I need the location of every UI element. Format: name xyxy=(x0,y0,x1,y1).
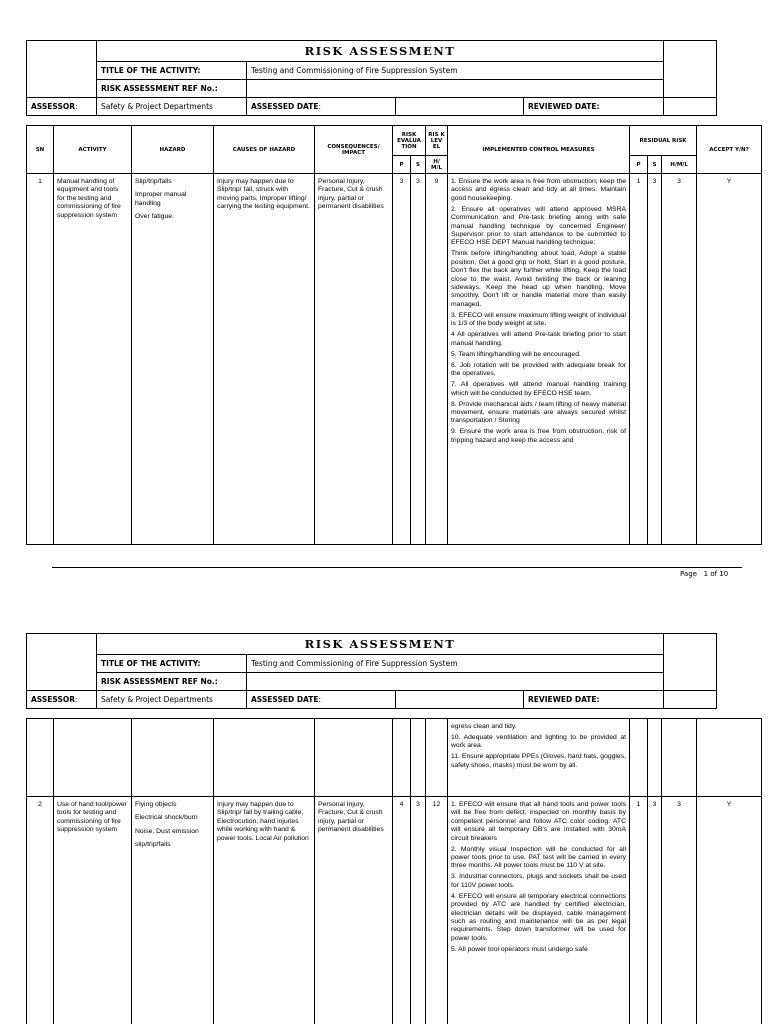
page1-risk-table xyxy=(26,125,762,545)
col-residual-hml: H/M/L xyxy=(662,156,697,174)
reviewed-date-label: REVIEWED DATE: xyxy=(524,691,664,709)
hazard-item: Improper manual handling xyxy=(135,191,187,207)
ref-label: RISK ASSESSMENT REF No.: xyxy=(97,673,247,691)
assessor-label-cell: ASSESSOR: xyxy=(27,98,97,116)
row1-controls xyxy=(448,174,630,545)
row2-accept: Y xyxy=(697,797,762,1024)
col-residual-risk: RESIDUAL RISK xyxy=(630,126,697,156)
control-item: 6. Job rotation will be provided with adequate break for the operatives. xyxy=(451,361,627,378)
cont-residual-s xyxy=(648,719,662,797)
header-blank-right xyxy=(664,634,717,691)
row2-activity: Use of hand tool/power tools for testing and commissioning of fire suppression system xyxy=(54,797,132,1024)
control-item: 2. Ensure all operatives will attend approved MSRA Communication and Pre-task briefing along with safe manual handling technique by concerned Engineer/ Supervisor prior to start attendance to be submitted to EFECO HSE DEPT Manual handling technique: xyxy=(451,205,627,247)
row2-s: 3 xyxy=(411,797,426,1024)
row2-sn: 2 xyxy=(27,797,54,1024)
reviewed-date-value xyxy=(664,691,717,709)
col-sn: SN xyxy=(27,126,54,174)
control-item: 5. All power tool operators must undergo safe xyxy=(451,945,588,953)
row1-risk-level: 9 xyxy=(426,174,448,545)
control-item: 1. Ensure the work area is free from obstruction; keep the access and egress clean and tidy at all times. Maintain good housekeeping. xyxy=(451,178,627,202)
page2-header-table xyxy=(26,633,717,709)
activity-value: Testing and Commissioning of Fire Suppression System xyxy=(247,62,664,80)
control-item: 9. Ensure the work area is free from obstruction, risk of tripping hazard and keep the access and xyxy=(451,428,627,444)
control-item: 1. EFECO will ensure that all hand tools and power tools will be free from defect, inspected on monthly basis by competent personnel and follow ATC color coding. ATC will ensure all temporary DB's are installed with 30mA circuit breakers xyxy=(451,801,626,842)
control-item: 8. Provide mechanical aids / team lifting of heavy material movement, ensure materials are always secured whilst transportation / Storing xyxy=(451,400,627,425)
assessed-date-label-cell: ASSESSED DATE: xyxy=(247,98,396,116)
row1-p: 3 xyxy=(393,174,411,545)
control-item: 4. EFECO will ensure all temporary electrical connections provided by ATC are handled by certified electrician, electrician details will be displayed, cable management such as routing and maintenance will be as per legal requirements. Step down transformer will be used for power tools. xyxy=(451,892,626,942)
ref-label: RISK ASSESSMENT REF No.: xyxy=(97,80,247,98)
col-risk-evaluation: RISK EVALUA TION xyxy=(393,126,426,156)
cont-residual-p xyxy=(630,719,648,797)
control-item: 3. Industrial connectors, plugs and sockets shall be used for 110V power tools. xyxy=(451,873,626,889)
col-consequences: CONSEQUENCES/ IMPACT xyxy=(315,126,393,174)
cont-level xyxy=(426,719,448,797)
cont-residual-hml xyxy=(662,719,697,797)
assessor-value: Safety & Project Departments xyxy=(97,691,247,709)
cont-activity xyxy=(54,719,132,797)
page-number: Page 1 of 10 xyxy=(680,570,729,578)
reviewed-date-value xyxy=(664,98,717,116)
page1-header-table xyxy=(26,40,717,116)
col-controls: IMPLEMENTED CONTROL MEASURES xyxy=(448,126,630,174)
page-title: RISK ASSESSMENT xyxy=(97,634,664,655)
row2-controls xyxy=(448,797,630,1024)
row2-consequences: Personal Injury, Fracture, Cut & crush injury, partial or permanent disabilities xyxy=(315,797,393,1024)
header-blank-right xyxy=(664,41,717,98)
control-item: 2. Monthly visual Inspection will be conducted for all power tools prior to use. PAT test will be carried in every three months. All power tools must be 110 V at site. xyxy=(451,845,626,870)
assessed-date-label-cell: ASSESSED DATE: xyxy=(247,691,396,709)
control-item: Think before lifting/handling about load, Adopt a stable position, Get a good grip or hold, Start in a good posture, Don't flex the back any further while lifting, Keep the load close to the waist, Avoid twisting the back or leaning sideways, Keep the head up when handling, Move smoothly, Don't lift or handle material more than easily managed. xyxy=(451,250,627,308)
col-causes: CAUSES OF HAZARD xyxy=(214,126,315,174)
assessor-value: Safety & Project Departments xyxy=(97,98,247,116)
row1-accept: Y xyxy=(697,174,762,545)
hazard-item: Over fatigue. xyxy=(135,213,174,221)
row1-residual-s: 3 xyxy=(648,174,662,545)
page2-risk-table xyxy=(26,718,762,1024)
cont-causes xyxy=(214,719,315,797)
assessor-label-cell: ASSESSOR: xyxy=(27,691,97,709)
control-item: 10. Adequate ventilation and lighting to be provided at work area. xyxy=(451,734,626,750)
cont-p xyxy=(393,719,411,797)
hazard-item: Noise, Dust emission xyxy=(135,827,199,835)
cont-consequences xyxy=(315,719,393,797)
cont-accept xyxy=(697,719,762,797)
activity-label: TITLE OF THE ACTIVITY: xyxy=(97,62,247,80)
row2-risk-level: 12 xyxy=(426,797,448,1024)
assessed-date-label: ASSESSED DATE xyxy=(251,695,319,704)
row1-activity: Manual handling of equipment and tools for the testing and commissioning of fire suppression system xyxy=(54,174,132,545)
cont-controls xyxy=(448,719,630,797)
row2-residual-p: 1 xyxy=(630,797,648,1024)
col-hazard: HAZARD xyxy=(132,126,214,174)
hazard-item: Electrical shock/burn xyxy=(135,814,198,822)
assessed-date-label: ASSESSED DATE xyxy=(251,102,319,111)
row1-s: 3 xyxy=(411,174,426,545)
col-s: S xyxy=(411,156,426,174)
col-accept: ACCEPT Y/N? xyxy=(697,126,762,174)
col-risk-level: RIS K LEV EL xyxy=(426,126,448,156)
assessor-label: ASSESSOR xyxy=(31,695,76,704)
row2-residual-s: 3 xyxy=(648,797,662,1024)
row1-hazards xyxy=(132,174,214,545)
ref-value xyxy=(247,80,664,98)
header-blank-left xyxy=(27,634,97,691)
col-p: P xyxy=(393,156,411,174)
hazard-item: Slip/trip/falls xyxy=(135,178,172,185)
row2-residual-hml: 3 xyxy=(662,797,697,1024)
col-residual-p: P xyxy=(630,156,648,174)
row1-causes: Injury may happen due to Slip/trip/ fall, struck with moving parts, Improper lifting/ carrying the testing equipment. xyxy=(214,174,315,545)
hazard-item: slip/trip/falls xyxy=(135,841,171,849)
ref-value xyxy=(247,673,664,691)
row1-residual-hml: 3 xyxy=(662,174,697,545)
col-hml: H/ M/L xyxy=(426,156,448,174)
assessor-label: ASSESSOR xyxy=(31,102,76,111)
row2-hazards xyxy=(132,797,214,1024)
row1-sn: 1 xyxy=(27,174,54,545)
control-item: 5. Team lifting/handling will be encouraged. xyxy=(451,350,581,358)
row2-p: 4 xyxy=(393,797,411,1024)
cont-s xyxy=(411,719,426,797)
cont-hazard xyxy=(132,719,214,797)
col-activity: ACTIVITY xyxy=(54,126,132,174)
col-residual-s: S xyxy=(648,156,662,174)
assessed-date-value xyxy=(396,691,524,709)
row2-causes: Injury may happen due to Slip/trip/ fall by trailing cable, Electrocution, hand injuries while working with hand & power tools. Local Air pollution xyxy=(214,797,315,1024)
footer-divider xyxy=(52,567,742,568)
row1-consequences: Personal Injury, Fracture, Cut & crush injury, partial or permanent disabilities xyxy=(315,174,393,545)
control-item: 7. All operatives will attend manual handling training which will be conducted by EFECO HSE team. xyxy=(451,381,627,397)
control-item: 11. Ensure appropriate PPEs (Gloves, hard hats, goggles, safety shoes, masks) must be worn by all. xyxy=(451,753,626,769)
cont-sn xyxy=(27,719,54,797)
activity-label: TITLE OF THE ACTIVITY: xyxy=(97,655,247,673)
control-item: 4 All operatives will attend Pre-task briefing prior to start manual handling. xyxy=(451,331,627,347)
row1-residual-p: 1 xyxy=(630,174,648,545)
page-title: RISK ASSESSMENT xyxy=(97,41,664,62)
reviewed-date-label: REVIEWED DATE: xyxy=(524,98,664,116)
hazard-item: Flying objects xyxy=(135,801,177,808)
activity-value: Testing and Commissioning of Fire Suppression System xyxy=(247,655,664,673)
header-blank-left xyxy=(27,41,97,98)
control-item: 3. EFECO will ensure maximum lifting weight of individual is 1/3 of the body weight at site. xyxy=(451,311,627,328)
assessed-date-value xyxy=(396,98,524,116)
control-item: egress clean and tidy. xyxy=(451,723,517,730)
